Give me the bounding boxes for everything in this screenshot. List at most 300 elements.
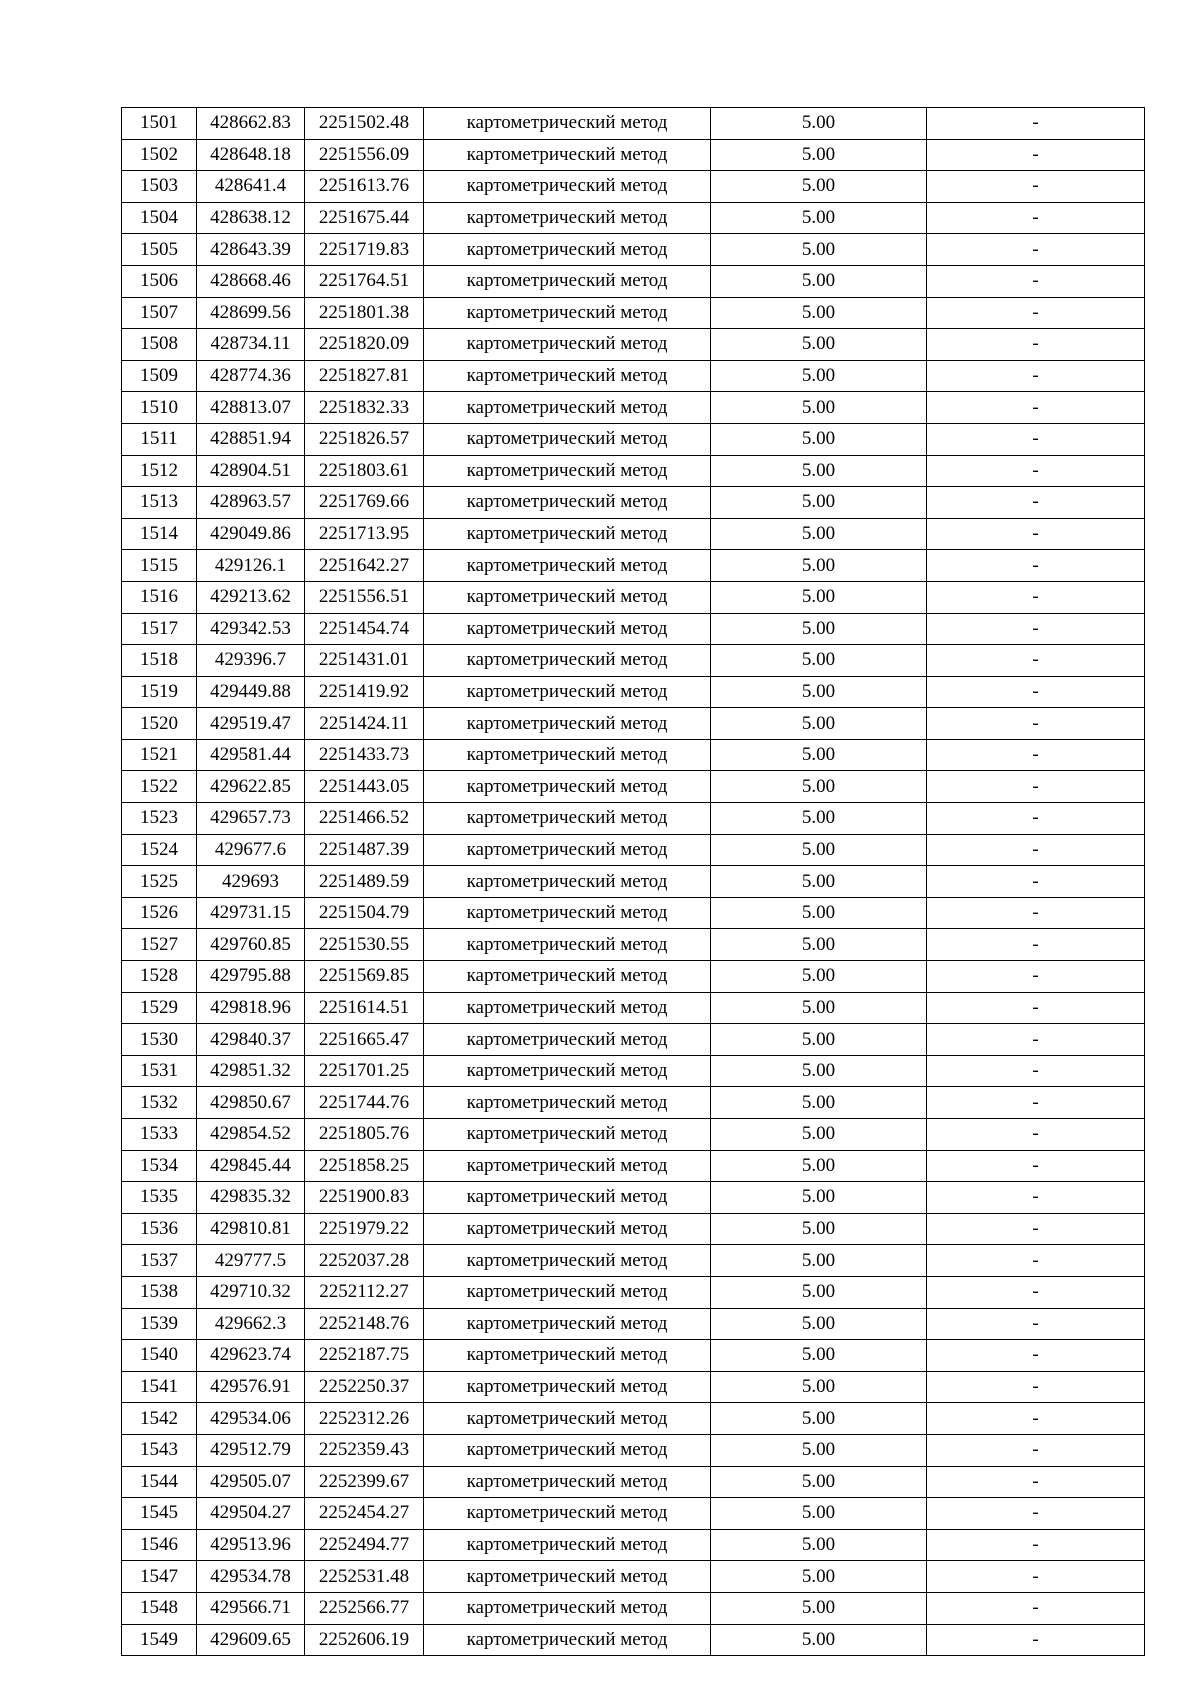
description-cell: - — [927, 1087, 1145, 1119]
table-row — [122, 739, 1145, 771]
description-cell: - — [927, 171, 1145, 203]
accuracy-cell: 5.00 — [711, 739, 927, 771]
x-coordinate-cell: 429534.78 — [197, 1561, 305, 1593]
description-cell: - — [927, 645, 1145, 677]
table-row — [122, 1308, 1145, 1340]
accuracy-cell: 5.00 — [711, 518, 927, 550]
accuracy-cell: 5.00 — [711, 1276, 927, 1308]
table-row — [122, 1340, 1145, 1372]
point-number-cell: 1521 — [122, 739, 197, 771]
description-cell: - — [927, 423, 1145, 455]
coordinates-table — [121, 107, 1145, 1656]
y-coordinate-cell: 2251701.25 — [305, 1055, 424, 1087]
accuracy-cell: 5.00 — [711, 1150, 927, 1182]
description-cell: - — [927, 234, 1145, 266]
description-cell: - — [927, 1055, 1145, 1087]
accuracy-cell: 5.00 — [711, 234, 927, 266]
accuracy-cell: 5.00 — [711, 645, 927, 677]
y-coordinate-cell: 2251827.81 — [305, 360, 424, 392]
x-coordinate-cell: 429623.74 — [197, 1340, 305, 1372]
y-coordinate-cell: 2251556.09 — [305, 139, 424, 171]
y-coordinate-cell: 2251569.85 — [305, 961, 424, 993]
method-cell: картометрический метод — [424, 1150, 711, 1182]
accuracy-cell: 5.00 — [711, 613, 927, 645]
x-coordinate-cell: 429835.32 — [197, 1182, 305, 1214]
table-row — [122, 771, 1145, 803]
table-row — [122, 992, 1145, 1024]
point-number-cell: 1529 — [122, 992, 197, 1024]
point-number-cell: 1547 — [122, 1561, 197, 1593]
y-coordinate-cell: 2251504.79 — [305, 897, 424, 929]
method-cell: картометрический метод — [424, 550, 711, 582]
method-cell: картометрический метод — [424, 234, 711, 266]
x-coordinate-cell: 428662.83 — [197, 108, 305, 140]
y-coordinate-cell: 2251805.76 — [305, 1119, 424, 1151]
description-cell: - — [927, 739, 1145, 771]
x-coordinate-cell: 428641.4 — [197, 171, 305, 203]
y-coordinate-cell: 2251900.83 — [305, 1182, 424, 1214]
table-row — [122, 866, 1145, 898]
accuracy-cell: 5.00 — [711, 897, 927, 929]
point-number-cell: 1524 — [122, 834, 197, 866]
description-cell: - — [927, 1276, 1145, 1308]
accuracy-cell: 5.00 — [711, 1434, 927, 1466]
method-cell: картометрический метод — [424, 518, 711, 550]
accuracy-cell: 5.00 — [711, 297, 927, 329]
y-coordinate-cell: 2251454.74 — [305, 613, 424, 645]
y-coordinate-cell: 2251832.33 — [305, 392, 424, 424]
x-coordinate-cell: 429622.85 — [197, 771, 305, 803]
x-coordinate-cell: 429581.44 — [197, 739, 305, 771]
method-cell: картометрический метод — [424, 1276, 711, 1308]
accuracy-cell: 5.00 — [711, 1592, 927, 1624]
table-row — [122, 234, 1145, 266]
description-cell: - — [927, 613, 1145, 645]
point-number-cell: 1516 — [122, 581, 197, 613]
table-row — [122, 360, 1145, 392]
method-cell: картометрический метод — [424, 202, 711, 234]
x-coordinate-cell: 428643.39 — [197, 234, 305, 266]
x-coordinate-cell: 429840.37 — [197, 1024, 305, 1056]
y-coordinate-cell: 2252112.27 — [305, 1276, 424, 1308]
description-cell: - — [927, 518, 1145, 550]
point-number-cell: 1542 — [122, 1403, 197, 1435]
method-cell: картометрический метод — [424, 645, 711, 677]
y-coordinate-cell: 2251826.57 — [305, 423, 424, 455]
point-number-cell: 1548 — [122, 1592, 197, 1624]
point-number-cell: 1531 — [122, 1055, 197, 1087]
method-cell: картометрический метод — [424, 1466, 711, 1498]
table-row — [122, 518, 1145, 550]
accuracy-cell: 5.00 — [711, 581, 927, 613]
accuracy-cell: 5.00 — [711, 202, 927, 234]
y-coordinate-cell: 2251979.22 — [305, 1213, 424, 1245]
table-row — [122, 897, 1145, 929]
table-row — [122, 613, 1145, 645]
accuracy-cell: 5.00 — [711, 1213, 927, 1245]
method-cell: картометрический метод — [424, 1561, 711, 1593]
description-cell: - — [927, 1592, 1145, 1624]
point-number-cell: 1546 — [122, 1529, 197, 1561]
description-cell: - — [927, 1529, 1145, 1561]
method-cell: картометрический метод — [424, 1498, 711, 1530]
x-coordinate-cell: 428774.36 — [197, 360, 305, 392]
table-row — [122, 676, 1145, 708]
description-cell: - — [927, 1119, 1145, 1151]
point-number-cell: 1519 — [122, 676, 197, 708]
accuracy-cell: 5.00 — [711, 455, 927, 487]
point-number-cell: 1510 — [122, 392, 197, 424]
method-cell: картометрический метод — [424, 1119, 711, 1151]
method-cell: картометрический метод — [424, 1055, 711, 1087]
point-number-cell: 1538 — [122, 1276, 197, 1308]
description-cell: - — [927, 329, 1145, 361]
y-coordinate-cell: 2251556.51 — [305, 581, 424, 613]
table-body — [122, 108, 1145, 1656]
accuracy-cell: 5.00 — [711, 1340, 927, 1372]
method-cell: картометрический метод — [424, 1245, 711, 1277]
method-cell: картометрический метод — [424, 265, 711, 297]
description-cell: - — [927, 297, 1145, 329]
x-coordinate-cell: 429657.73 — [197, 803, 305, 835]
point-number-cell: 1522 — [122, 771, 197, 803]
point-number-cell: 1518 — [122, 645, 197, 677]
method-cell: картометрический метод — [424, 771, 711, 803]
x-coordinate-cell: 428648.18 — [197, 139, 305, 171]
point-number-cell: 1509 — [122, 360, 197, 392]
y-coordinate-cell: 2251858.25 — [305, 1150, 424, 1182]
x-coordinate-cell: 429795.88 — [197, 961, 305, 993]
description-cell: - — [927, 1403, 1145, 1435]
y-coordinate-cell: 2252359.43 — [305, 1434, 424, 1466]
accuracy-cell: 5.00 — [711, 550, 927, 582]
accuracy-cell: 5.00 — [711, 1024, 927, 1056]
x-coordinate-cell: 429760.85 — [197, 929, 305, 961]
point-number-cell: 1505 — [122, 234, 197, 266]
x-coordinate-cell: 429126.1 — [197, 550, 305, 582]
point-number-cell: 1528 — [122, 961, 197, 993]
table-row — [122, 392, 1145, 424]
method-cell: картометрический метод — [424, 1592, 711, 1624]
x-coordinate-cell: 429845.44 — [197, 1150, 305, 1182]
point-number-cell: 1520 — [122, 708, 197, 740]
x-coordinate-cell: 429854.52 — [197, 1119, 305, 1151]
point-number-cell: 1507 — [122, 297, 197, 329]
accuracy-cell: 5.00 — [711, 771, 927, 803]
table-row — [122, 803, 1145, 835]
description-cell: - — [927, 550, 1145, 582]
table-row — [122, 455, 1145, 487]
x-coordinate-cell: 428699.56 — [197, 297, 305, 329]
accuracy-cell: 5.00 — [711, 1561, 927, 1593]
point-number-cell: 1502 — [122, 139, 197, 171]
method-cell: картометрический метод — [424, 1087, 711, 1119]
table-row — [122, 297, 1145, 329]
table-row — [122, 423, 1145, 455]
description-cell: - — [927, 1434, 1145, 1466]
table-row — [122, 1087, 1145, 1119]
table-row — [122, 961, 1145, 993]
point-number-cell: 1541 — [122, 1371, 197, 1403]
method-cell: картометрический метод — [424, 455, 711, 487]
y-coordinate-cell: 2252454.27 — [305, 1498, 424, 1530]
x-coordinate-cell: 429818.96 — [197, 992, 305, 1024]
table-row — [122, 834, 1145, 866]
table-row — [122, 550, 1145, 582]
y-coordinate-cell: 2252531.48 — [305, 1561, 424, 1593]
method-cell: картометрический метод — [424, 803, 711, 835]
y-coordinate-cell: 2251665.47 — [305, 1024, 424, 1056]
description-cell: - — [927, 708, 1145, 740]
description-cell: - — [927, 139, 1145, 171]
x-coordinate-cell: 429810.81 — [197, 1213, 305, 1245]
method-cell: картометрический метод — [424, 392, 711, 424]
accuracy-cell: 5.00 — [711, 1529, 927, 1561]
x-coordinate-cell: 429566.71 — [197, 1592, 305, 1624]
y-coordinate-cell: 2252250.37 — [305, 1371, 424, 1403]
method-cell: картометрический метод — [424, 1371, 711, 1403]
x-coordinate-cell: 428813.07 — [197, 392, 305, 424]
description-cell: - — [927, 1024, 1145, 1056]
y-coordinate-cell: 2252148.76 — [305, 1308, 424, 1340]
x-coordinate-cell: 429213.62 — [197, 581, 305, 613]
point-number-cell: 1517 — [122, 613, 197, 645]
x-coordinate-cell: 428963.57 — [197, 487, 305, 519]
x-coordinate-cell: 428851.94 — [197, 423, 305, 455]
x-coordinate-cell: 429693 — [197, 866, 305, 898]
table-row — [122, 202, 1145, 234]
y-coordinate-cell: 2252606.19 — [305, 1624, 424, 1656]
x-coordinate-cell: 429449.88 — [197, 676, 305, 708]
accuracy-cell: 5.00 — [711, 803, 927, 835]
x-coordinate-cell: 429850.67 — [197, 1087, 305, 1119]
accuracy-cell: 5.00 — [711, 1119, 927, 1151]
description-cell: - — [927, 1150, 1145, 1182]
method-cell: картометрический метод — [424, 581, 711, 613]
point-number-cell: 1506 — [122, 265, 197, 297]
x-coordinate-cell: 429710.32 — [197, 1276, 305, 1308]
table-row — [122, 1213, 1145, 1245]
x-coordinate-cell: 429851.32 — [197, 1055, 305, 1087]
method-cell: картометрический метод — [424, 739, 711, 771]
method-cell: картометрический метод — [424, 1308, 711, 1340]
table-row — [122, 1624, 1145, 1656]
description-cell: - — [927, 108, 1145, 140]
description-cell: - — [927, 1182, 1145, 1214]
x-coordinate-cell: 428904.51 — [197, 455, 305, 487]
accuracy-cell: 5.00 — [711, 1403, 927, 1435]
description-cell: - — [927, 455, 1145, 487]
x-coordinate-cell: 429396.7 — [197, 645, 305, 677]
description-cell: - — [927, 834, 1145, 866]
point-number-cell: 1512 — [122, 455, 197, 487]
table-row — [122, 1276, 1145, 1308]
x-coordinate-cell: 429662.3 — [197, 1308, 305, 1340]
point-number-cell: 1533 — [122, 1119, 197, 1151]
point-number-cell: 1543 — [122, 1434, 197, 1466]
y-coordinate-cell: 2251719.83 — [305, 234, 424, 266]
accuracy-cell: 5.00 — [711, 961, 927, 993]
y-coordinate-cell: 2251642.27 — [305, 550, 424, 582]
y-coordinate-cell: 2252566.77 — [305, 1592, 424, 1624]
point-number-cell: 1525 — [122, 866, 197, 898]
table-row — [122, 1150, 1145, 1182]
y-coordinate-cell: 2251675.44 — [305, 202, 424, 234]
method-cell: картометрический метод — [424, 297, 711, 329]
point-number-cell: 1523 — [122, 803, 197, 835]
description-cell: - — [927, 961, 1145, 993]
accuracy-cell: 5.00 — [711, 108, 927, 140]
method-cell: картометрический метод — [424, 992, 711, 1024]
accuracy-cell: 5.00 — [711, 392, 927, 424]
y-coordinate-cell: 2251801.38 — [305, 297, 424, 329]
accuracy-cell: 5.00 — [711, 1055, 927, 1087]
x-coordinate-cell: 428638.12 — [197, 202, 305, 234]
table-row — [122, 1055, 1145, 1087]
point-number-cell: 1537 — [122, 1245, 197, 1277]
point-number-cell: 1501 — [122, 108, 197, 140]
description-cell: - — [927, 1308, 1145, 1340]
y-coordinate-cell: 2252399.67 — [305, 1466, 424, 1498]
table-row — [122, 171, 1145, 203]
table-row — [122, 1182, 1145, 1214]
accuracy-cell: 5.00 — [711, 866, 927, 898]
point-number-cell: 1540 — [122, 1340, 197, 1372]
description-cell: - — [927, 866, 1145, 898]
table-row — [122, 1561, 1145, 1593]
y-coordinate-cell: 2252037.28 — [305, 1245, 424, 1277]
description-cell: - — [927, 265, 1145, 297]
x-coordinate-cell: 429049.86 — [197, 518, 305, 550]
method-cell: картометрический метод — [424, 897, 711, 929]
point-number-cell: 1530 — [122, 1024, 197, 1056]
point-number-cell: 1545 — [122, 1498, 197, 1530]
accuracy-cell: 5.00 — [711, 139, 927, 171]
x-coordinate-cell: 429513.96 — [197, 1529, 305, 1561]
x-coordinate-cell: 429731.15 — [197, 897, 305, 929]
point-number-cell: 1527 — [122, 929, 197, 961]
y-coordinate-cell: 2251820.09 — [305, 329, 424, 361]
method-cell: картометрический метод — [424, 929, 711, 961]
y-coordinate-cell: 2251466.52 — [305, 803, 424, 835]
method-cell: картометрический метод — [424, 613, 711, 645]
table-row — [122, 1434, 1145, 1466]
y-coordinate-cell: 2251803.61 — [305, 455, 424, 487]
accuracy-cell: 5.00 — [711, 423, 927, 455]
table-row — [122, 708, 1145, 740]
method-cell: картометрический метод — [424, 961, 711, 993]
method-cell: картометрический метод — [424, 1213, 711, 1245]
y-coordinate-cell: 2251764.51 — [305, 265, 424, 297]
x-coordinate-cell: 429777.5 — [197, 1245, 305, 1277]
accuracy-cell: 5.00 — [711, 329, 927, 361]
accuracy-cell: 5.00 — [711, 676, 927, 708]
point-number-cell: 1514 — [122, 518, 197, 550]
point-number-cell: 1526 — [122, 897, 197, 929]
method-cell: картометрический метод — [424, 329, 711, 361]
description-cell: - — [927, 392, 1145, 424]
point-number-cell: 1535 — [122, 1182, 197, 1214]
y-coordinate-cell: 2251530.55 — [305, 929, 424, 961]
x-coordinate-cell: 429576.91 — [197, 1371, 305, 1403]
table-row — [122, 1371, 1145, 1403]
y-coordinate-cell: 2251502.48 — [305, 108, 424, 140]
y-coordinate-cell: 2252494.77 — [305, 1529, 424, 1561]
table-row — [122, 929, 1145, 961]
description-cell: - — [927, 1245, 1145, 1277]
y-coordinate-cell: 2251613.76 — [305, 171, 424, 203]
x-coordinate-cell: 429342.53 — [197, 613, 305, 645]
description-cell: - — [927, 1466, 1145, 1498]
accuracy-cell: 5.00 — [711, 834, 927, 866]
x-coordinate-cell: 429512.79 — [197, 1434, 305, 1466]
table-row — [122, 581, 1145, 613]
table-row — [122, 1466, 1145, 1498]
method-cell: картометрический метод — [424, 108, 711, 140]
point-number-cell: 1503 — [122, 171, 197, 203]
point-number-cell: 1544 — [122, 1466, 197, 1498]
accuracy-cell: 5.00 — [711, 360, 927, 392]
y-coordinate-cell: 2251419.92 — [305, 676, 424, 708]
y-coordinate-cell: 2252312.26 — [305, 1403, 424, 1435]
y-coordinate-cell: 2251614.51 — [305, 992, 424, 1024]
description-cell: - — [927, 1371, 1145, 1403]
y-coordinate-cell: 2252187.75 — [305, 1340, 424, 1372]
table-row — [122, 1498, 1145, 1530]
method-cell: картометрический метод — [424, 1529, 711, 1561]
description-cell: - — [927, 897, 1145, 929]
y-coordinate-cell: 2251431.01 — [305, 645, 424, 677]
x-coordinate-cell: 428734.11 — [197, 329, 305, 361]
point-number-cell: 1536 — [122, 1213, 197, 1245]
method-cell: картометрический метод — [424, 423, 711, 455]
method-cell: картометрический метод — [424, 1403, 711, 1435]
accuracy-cell: 5.00 — [711, 708, 927, 740]
y-coordinate-cell: 2251713.95 — [305, 518, 424, 550]
y-coordinate-cell: 2251489.59 — [305, 866, 424, 898]
point-number-cell: 1508 — [122, 329, 197, 361]
table-row — [122, 1245, 1145, 1277]
point-number-cell: 1515 — [122, 550, 197, 582]
description-cell: - — [927, 1498, 1145, 1530]
table-row — [122, 487, 1145, 519]
table-row — [122, 329, 1145, 361]
accuracy-cell: 5.00 — [711, 1182, 927, 1214]
x-coordinate-cell: 428668.46 — [197, 265, 305, 297]
y-coordinate-cell: 2251487.39 — [305, 834, 424, 866]
description-cell: - — [927, 202, 1145, 234]
method-cell: картометрический метод — [424, 834, 711, 866]
accuracy-cell: 5.00 — [711, 265, 927, 297]
method-cell: картометрический метод — [424, 360, 711, 392]
description-cell: - — [927, 992, 1145, 1024]
point-number-cell: 1504 — [122, 202, 197, 234]
description-cell: - — [927, 803, 1145, 835]
accuracy-cell: 5.00 — [711, 1087, 927, 1119]
x-coordinate-cell: 429677.6 — [197, 834, 305, 866]
y-coordinate-cell: 2251769.66 — [305, 487, 424, 519]
y-coordinate-cell: 2251744.76 — [305, 1087, 424, 1119]
point-number-cell: 1539 — [122, 1308, 197, 1340]
description-cell: - — [927, 581, 1145, 613]
y-coordinate-cell: 2251443.05 — [305, 771, 424, 803]
method-cell: картометрический метод — [424, 1024, 711, 1056]
point-number-cell: 1532 — [122, 1087, 197, 1119]
table-row — [122, 1592, 1145, 1624]
table-row — [122, 139, 1145, 171]
accuracy-cell: 5.00 — [711, 1466, 927, 1498]
x-coordinate-cell: 429534.06 — [197, 1403, 305, 1435]
